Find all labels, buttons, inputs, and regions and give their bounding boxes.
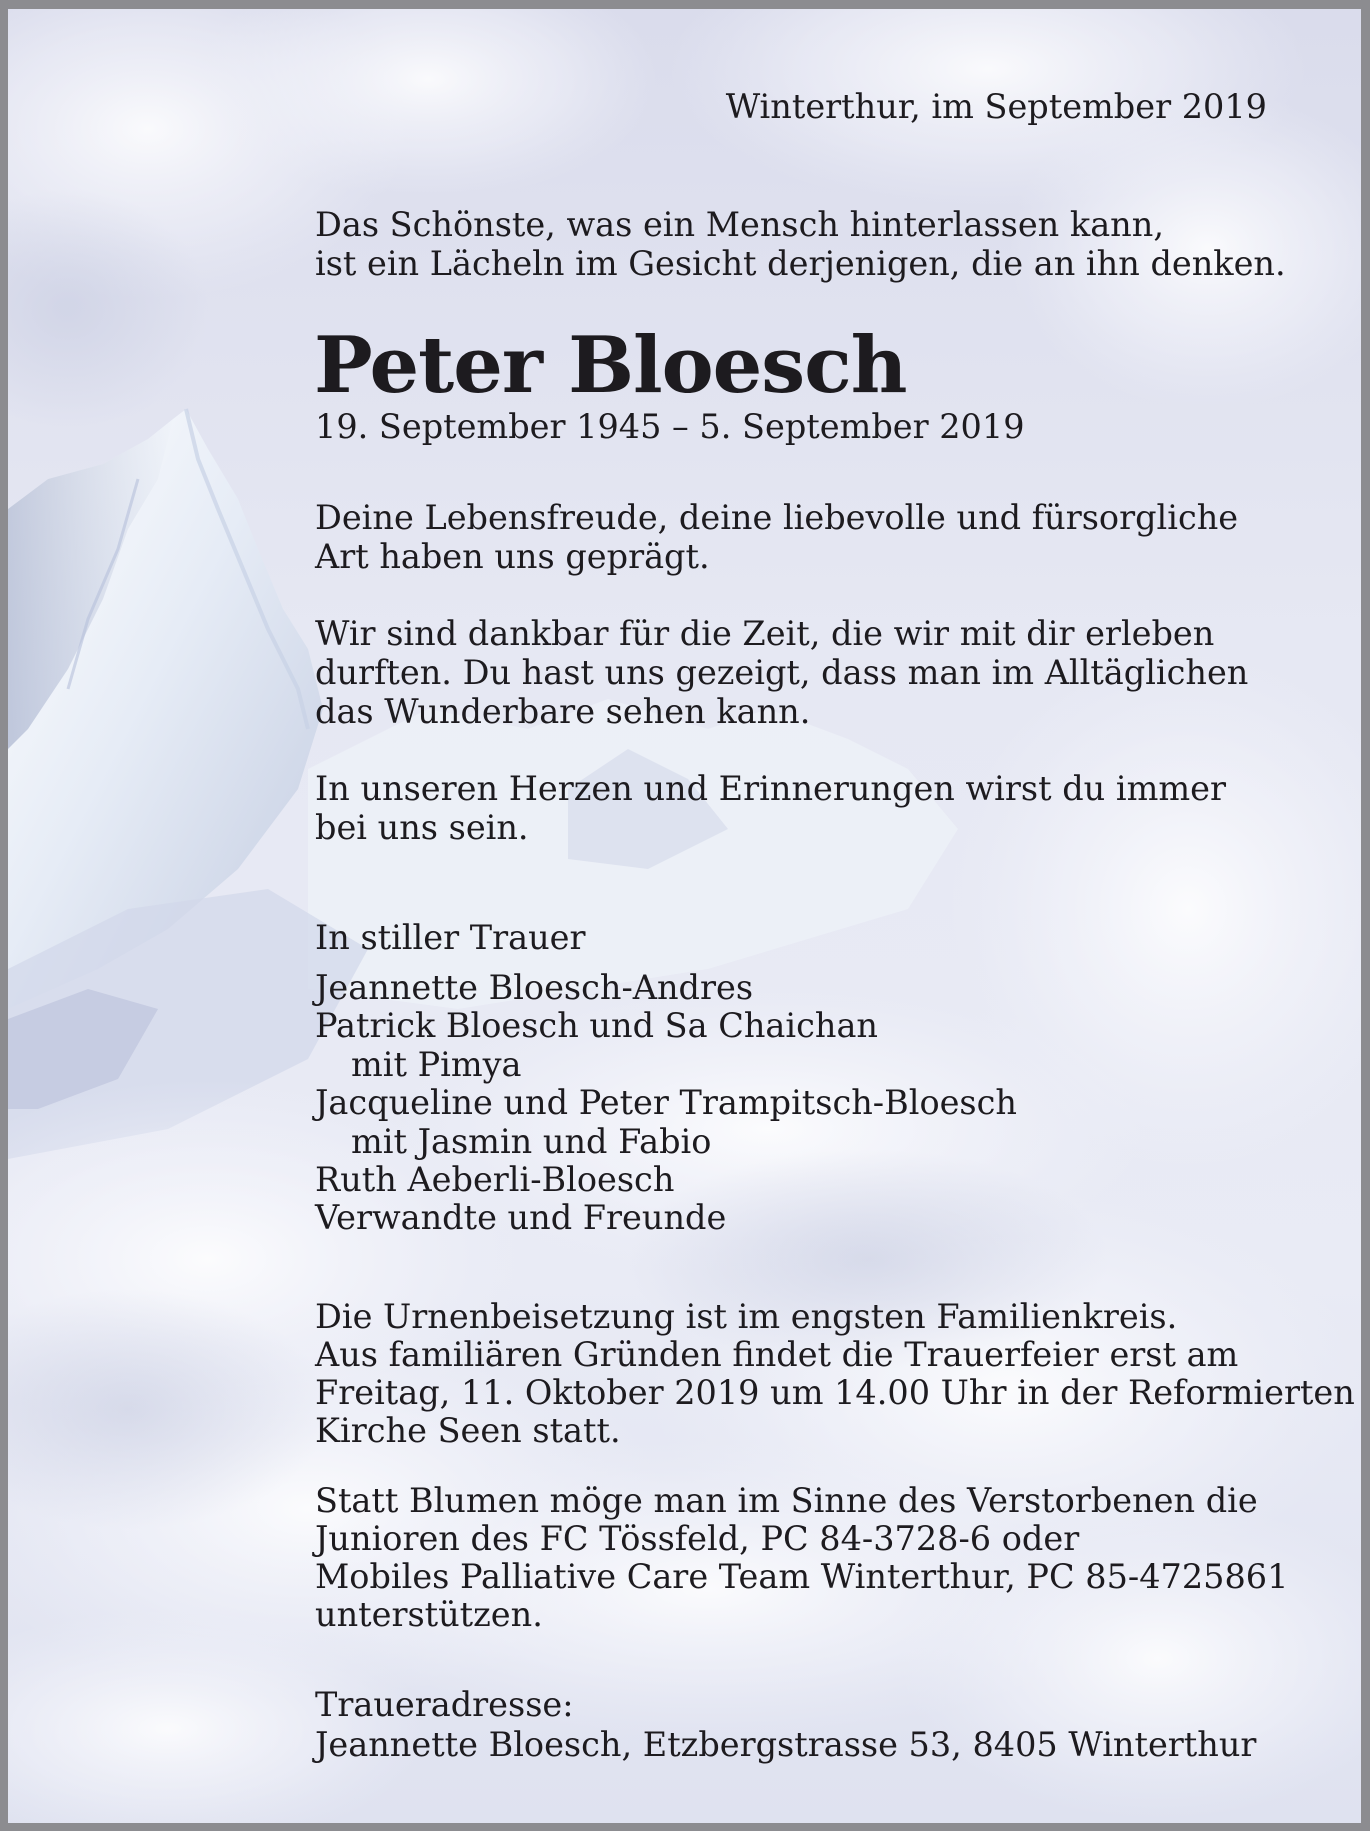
tribute-line: In unseren Herzen und Erinnerungen wirst du immer [315,769,1226,808]
place-date: Winterthur, im September 2019 [725,87,1267,126]
mourner: Jeannette Bloesch-Andres [315,968,754,1007]
mourner-sub: mit Pimya [351,1044,522,1084]
tribute-paragraph [315,498,1248,576]
mourner: Patrick Bloesch und Sa Chaichan [315,1006,879,1046]
donation-line: Mobiles Palliative Care Team Winterthur, PC 85-4725861 [315,1557,1289,1596]
donation-line: Statt Blumen möge man im Sinne des Verstorbenen die [315,1481,1258,1520]
mourner: Ruth Aeberli-Bloesch [315,1160,675,1200]
ceremony-line: Aus familiären Gründen findet die Trauerfeier erst am [315,1335,1239,1374]
deceased-name: Peter Bloesch [314,320,907,411]
donation-line: Junioren des FC Tössfeld, PC 84-3728-6 oder [315,1519,1080,1558]
tribute-line: Art haben uns geprägt. [315,537,710,576]
tribute-paragraph [315,769,1248,847]
mourning-intro: In stiller Trauer [315,918,586,957]
donation-line: unterstützen. [315,1595,543,1634]
mourner-sub: mit Jasmin und Fabio [351,1121,712,1161]
quote-line: ist ein Lächeln im Gesicht derjenigen, die an ihn denken. [315,244,1286,283]
tribute-paragraph [315,614,1248,731]
address-label: Traueradresse: [315,1685,574,1724]
life-dates: 19. September 1945 – 5. September 2019 [315,407,1025,446]
ceremony-line: Kirche Seen statt. [315,1411,621,1450]
tribute-line: Wir sind dankbar für die Zeit, die wir mit dir erleben [315,614,1215,653]
ceremony-line: Freitag, 11. Oktober 2019 um 14.00 Uhr in der Reformierten [315,1373,1355,1412]
tribute-line: das Wunderbare sehen kann. [315,692,811,731]
tribute-line: Deine Lebensfreude, deine liebevolle und fürsorgliche [315,498,1239,537]
tribute [315,498,1248,847]
donation-info [315,1482,1288,1634]
quote-line: Das Schönste, was ein Mensch hinterlassen kann, [315,205,1164,244]
obituary-notice [8,9,1361,1823]
quote [315,205,1286,283]
mourners-list [315,969,1017,1238]
ceremony-line: Die Urnenbeisetzung ist im engsten Familienkreis. [315,1297,1178,1336]
tribute-line: durften. Du hast uns gezeigt, dass man im Alltäglichen [315,653,1249,692]
mourning-address [315,1685,1256,1765]
tribute-line: bei uns sein. [315,808,529,847]
mourner: Jacqueline und Peter Trampitsch-Bloesch [315,1083,1017,1123]
address-text: Jeannette Bloesch, Etzbergstrasse 53, 8405 Winterthur [315,1725,1257,1764]
ceremony-info [315,1298,1355,1450]
mourner: Verwandte und Freunde [315,1198,727,1238]
